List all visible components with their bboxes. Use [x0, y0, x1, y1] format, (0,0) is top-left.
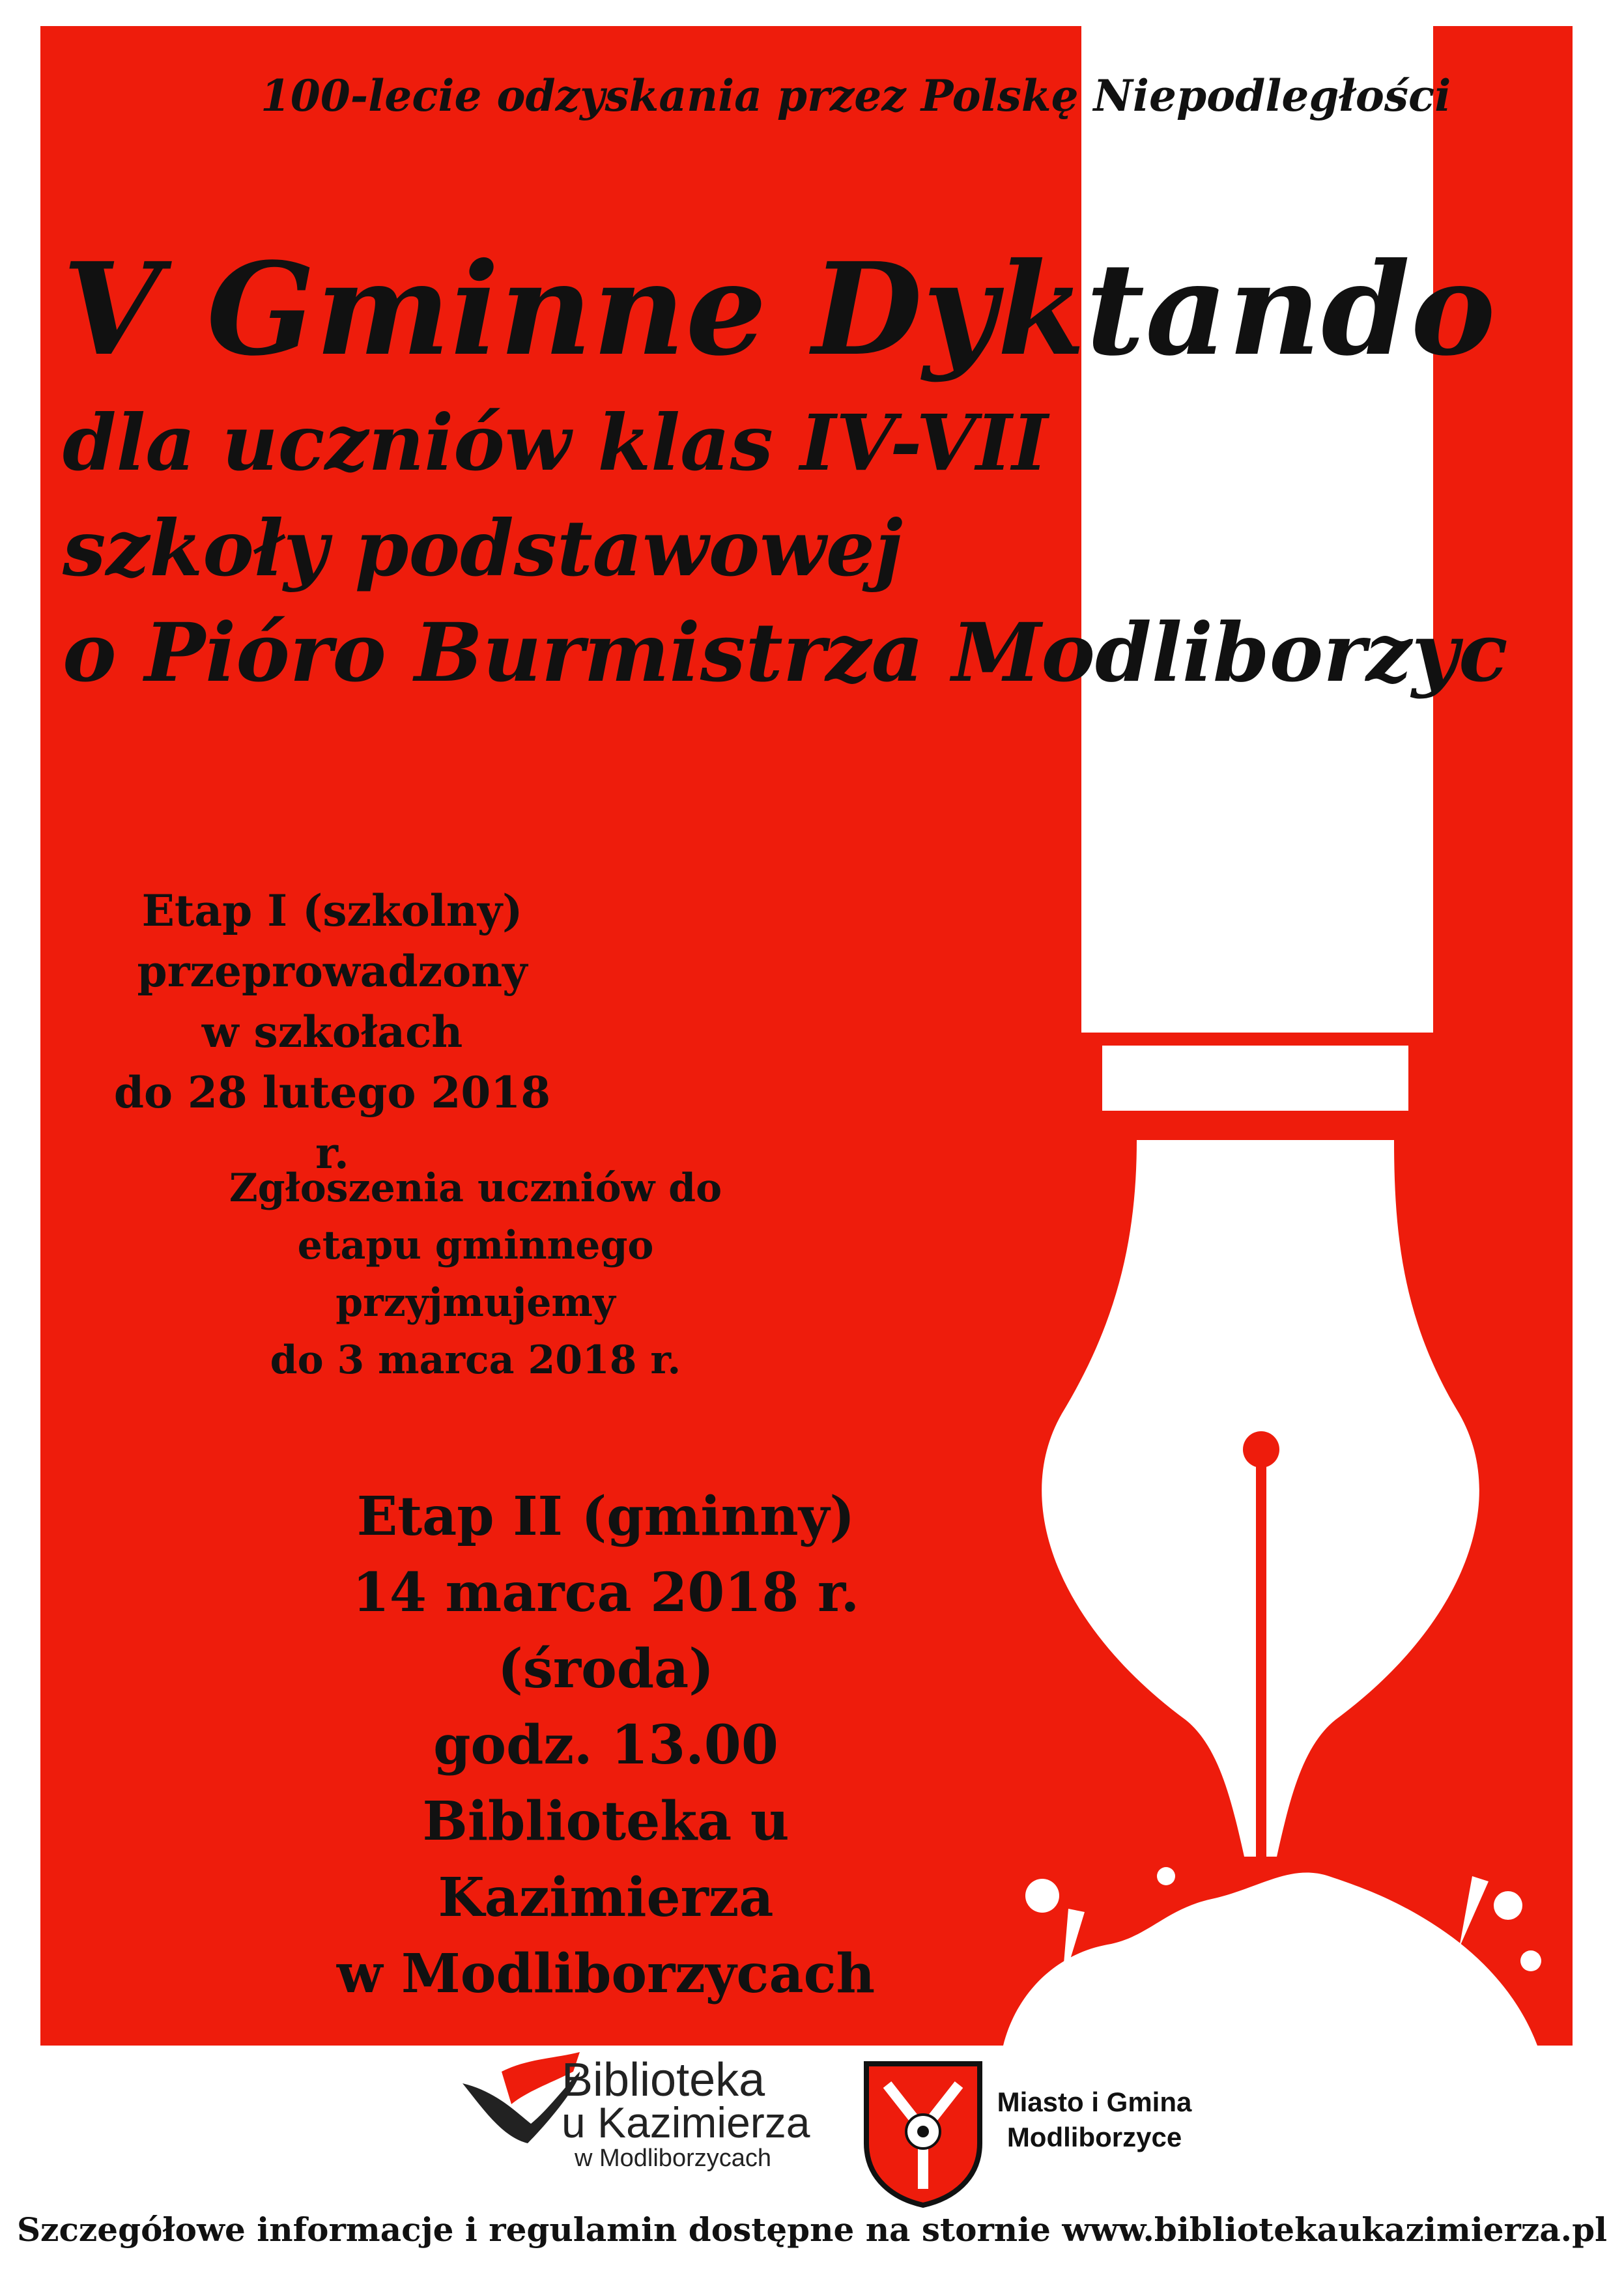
anniversary-heading: 100-lecie odzyskania przez Polskę Niepodległości — [261, 70, 1451, 121]
ink-splash — [1003, 1873, 1537, 2046]
stage2-line: godz. 13.00 — [433, 1714, 778, 1777]
title-subline-1: dla uczniów klas IV-VII — [63, 397, 1048, 488]
nib-slit — [1256, 1440, 1266, 1857]
stage2-line: Biblioteka u Kazimierza — [422, 1790, 790, 1929]
page-title: V Gminne Dyktando — [63, 235, 1496, 384]
registration-line: Zgłoszenia uczniów do — [229, 1165, 722, 1211]
stage2-info — [248, 1479, 964, 2012]
registration-line: etapu gminnego — [297, 1223, 654, 1268]
ink-drop — [1025, 1879, 1059, 1913]
stage1-line: Etap I (szkolny) — [141, 885, 523, 936]
library-logo-sub: u Kazimierza — [562, 2098, 810, 2147]
registration-line: przyjmujemy — [335, 1280, 616, 1326]
stage1-line: do 28 lutego 2018 r. — [113, 1067, 551, 1178]
title-subline-3: o Pióro Burmistrza Modliborzyc — [63, 606, 1508, 700]
stage2-line: 14 marca 2018 r. (środa) — [352, 1562, 860, 1700]
municipality-name — [997, 2085, 1192, 2155]
municipality-crest-icon — [861, 2059, 985, 2208]
ink-streak — [1459, 1876, 1489, 1948]
pen-collar — [1102, 1046, 1408, 1111]
stage2-line: w Modliborzycach — [336, 1943, 876, 2005]
municipality-line: Modliborzyce — [1006, 2122, 1182, 2152]
ink-drop — [1494, 1891, 1522, 1920]
registration-info — [215, 1160, 736, 1389]
municipality-line: Miasto i Gmina — [997, 2087, 1192, 2117]
nib-hole — [1243, 1431, 1279, 1468]
pen-barrel — [1081, 26, 1433, 1033]
title-subline-2: szkoły podstawowej — [63, 503, 903, 593]
stage1-line: przeprowadzony — [137, 946, 528, 997]
ink-drop — [1520, 1950, 1541, 1971]
library-logo-place: w Modliborzycach — [575, 2145, 771, 2172]
registration-line: do 3 marca 2018 r. — [270, 1337, 681, 1383]
stage1-line: w szkołach — [201, 1006, 463, 1057]
library-logo-name: Biblioteka — [562, 2054, 765, 2106]
ink-drop — [1157, 1867, 1175, 1885]
stage1-info — [91, 881, 573, 1184]
stage2-line: Etap II (gminny) — [356, 1485, 855, 1548]
footer-info: Szczegółowe informacje i regulamin dostępne na stornie www.bibliotekaukazimierza.pl — [16, 2210, 1608, 2249]
